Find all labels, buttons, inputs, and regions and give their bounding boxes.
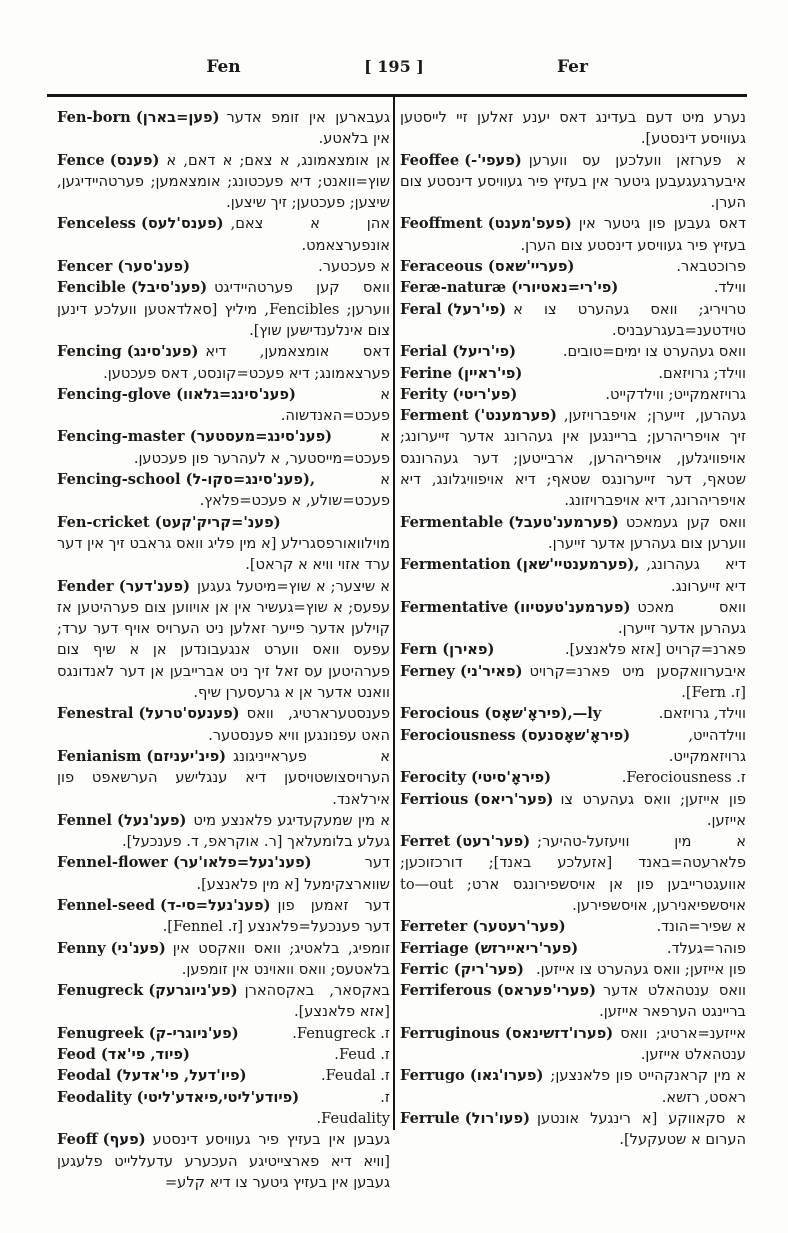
entry-definition: אן אומצאמונג, א צאם; א דאם, א שוץ=וואנט; דיא פעכטונג; אומצאמען; פערטהיידיגען, שיצען; פעכטען; זיך שיצען. [57,151,390,212]
entry-english-word: Fencible [57,279,126,297]
entry-english-word: Fennel-flower [57,854,168,872]
entry-headword-suffix: ,—ly [567,705,602,723]
entry-feod [57,1044,390,1065]
entry-definition: גרויזאמקייט; ווילדקייט. [605,385,746,403]
entry-headword [57,1044,190,1065]
entry-headword [57,384,296,405]
entry-definition: וואס קען פערטהיידיגט ווערען; Fencibles, מיליץ [סאלדאטען וועלכע דינען צום אינלענדישען שוץ]. [57,279,390,339]
entry-pronunciation: (פיראָ'שאָס) [484,705,568,723]
entry-pronunciation: (פעריי'שאס) [487,258,575,276]
entry-definition: א מין שמעקעדיגע פלאנצע מיט געלע בלומעלאך [ר. אוקראפ, ד. פענכעל]. [122,811,390,851]
running-head-left: Fen [206,57,241,77]
entry-fenianism [57,746,390,810]
entry-headword [400,980,596,1001]
entry-english-word: Feraceous [400,258,483,276]
entry-english-word: Fender [57,577,114,595]
entry-fen-cricket [57,512,390,576]
entry-english-word: Fenceless [57,215,136,233]
entry-pronunciation: (פענ'נעל=פלאו'ער) [172,854,312,872]
entry-pronunciation: (פענ'סינג) [126,343,199,361]
entry-fenugreck [57,980,390,1023]
entry-definition: וואס מאכט געהרען אדער זייערן. [618,598,746,638]
entry-english-word: Fermentative [400,598,509,616]
entry-pronunciation: (פיו'דעל, פי'אדעל) [115,1067,247,1085]
entry-pronunciation: (פענעס'טרעל) [138,705,240,723]
entry-definition: אייזענ=ארטיג; וואס ענטהאלט אייזען. [620,1024,746,1064]
entry-pronunciation: (פענ'סינג=גלאוו) [176,385,296,403]
entry-english-word: Fen-born [57,109,131,126]
entry-headword [400,554,639,575]
entry-definition: א שפיר=הונד. [656,918,746,936]
entry-english-word: Fenestral [57,705,134,723]
entry-ferruginous [400,1023,746,1066]
entry-ferocious [400,703,746,724]
entry-pronunciation: (פענ'סיבל) [131,279,208,297]
entry-english-word: Feoffee [400,151,460,169]
entry-english-word: Fenugreck [57,982,144,1000]
entry-definition: א פעכטער. [318,258,390,276]
entry-pronunciation: (פי'רעל) [446,300,507,318]
entry-definition: פארנ=קרויט [אזא פלאנצע]. [564,641,746,659]
entry-fermentation [400,554,746,597]
entry-definition: פוהר=געלד. [666,939,746,957]
entry-feoff [57,1129,390,1193]
entry-english-word: Fenianism [57,747,142,765]
running-head-right: Fer [557,57,588,77]
entry-fenceless [57,213,390,256]
entry-english-word: Fen-cricket [57,513,150,531]
entry-headword [57,938,166,959]
entry-definition: געהרען, זייערן; אויפברויזען, זיך אויפריהרען; בריינגען אין געהרונג אדער זייערונג; אויפוויגלען, אויפריהרען, ארבייטען; דער געהרונגס שטאף, דער זייערונגס שטאף; דיא אויפוויגלונג, דיא אויפריהרונג, דיא אויפברויזונג. [400,407,746,510]
entry-pronunciation: (פענ'ני) [110,939,166,957]
entry-fencing-glove [57,384,390,427]
left-column [57,107,390,1193]
entry-headword [400,213,572,234]
entry-headword [57,1129,146,1150]
entry-definition: וואס קען געמאכט ווערען צום געהרען אדער זייערן. [547,513,746,552]
entry-headword [57,277,207,298]
entry-english-word: Ferial [400,343,448,361]
entry-feral [400,299,746,342]
entry-headword [400,512,619,533]
entry-english-word: Ferruginous [400,1024,500,1042]
entry-headword [57,469,315,490]
right-column [400,107,746,1151]
entry-pronunciation: (פערו'דזשינאס) [504,1024,614,1042]
entry-pronunciation: (פענס'לעס) [140,215,224,233]
entry-pronunciation: (פערמענ'טעבל) [508,513,619,531]
entry-english-word: Ferret [400,833,451,851]
entry-headword [57,980,238,1001]
entry-feræ-naturæ [400,277,746,298]
entry-pronunciation: (פער'ריאס) [473,790,554,808]
entry-pronunciation: (פערמענטיי'שאן) [515,556,635,574]
entry-headword [57,512,281,533]
entry-headword [400,938,578,959]
entry-english-word: Ferney [400,662,455,680]
entry-english-word: Ferine [400,364,452,382]
entry-ferric [400,959,746,980]
entry-pronunciation: (פי'רי=נאטיורי) [511,279,619,297]
entry-headword-suffix: , [309,471,316,489]
entry-headword [400,1065,543,1086]
entry-english-word: Feodal [57,1067,111,1085]
entry-headword [400,277,618,298]
entry-fencible [57,277,390,341]
entry-definition: וואס געהערט צו ימים=טובים. [562,343,746,361]
entry-pronunciation: (פער'רעט) [455,833,531,851]
entry-english-word: Fenny [57,939,106,957]
entry-ferrious [400,789,746,832]
entry-pronunciation: (פיראָ'שאָסנעס) [520,726,631,744]
entry-definition: א שיצער; א שוץ=מיטעל געגען עפעס; א שוץ=געשיר אין אן אויווען צום פערהיטען אז קוילען אדער פייער זאלען ניט הערויס אויף דער ערד; עפעס וואס ווערט אנגעבונדען אן א שיף צום פערהיטען עס זאל זיך ניט אברייבען אן דער לאנדונגס וואנט אדער אן א גרעסערן שיף. [57,577,390,702]
entry-headword [400,767,551,788]
entry-headword [400,831,530,852]
entry-english-word: Fencing-school [57,471,181,489]
entry-english-word: Fencing-master [57,428,185,446]
entry-pronunciation: (פענ'נעל) [117,811,187,829]
entry-headword [57,810,186,831]
entry-fencing [57,341,390,384]
entry-pronunciation: (פאירן) [442,641,495,659]
entry-headword [400,725,630,746]
entry-english-word: Feræ-naturæ [400,279,507,297]
entry-english-word: Feral [400,300,442,318]
entry-fencer [57,256,390,277]
entry-feoffment [400,213,746,256]
entry-definition: דאס געבען פון גיטער אין בעזיץ פיר געוויסע דינסטע צום הערן. [520,215,746,254]
entry-fenestral [57,703,390,746]
entry-definition: געבארען אין זומפ אדער אין בלאטע. [226,109,390,148]
entry-fencing-master [57,426,390,469]
entry-headword [400,639,494,660]
entry-pronunciation: (פע'ריטי) [452,385,518,403]
entry-definition: ז. Ferociousness. [621,769,746,787]
entry-fern [400,639,746,660]
entry-english-word: Fenugreek [57,1024,144,1042]
entry-ferociousness [400,725,746,768]
entry-pronunciation: (פאיר'ני) [460,662,523,680]
entry-definition: ז. Feudality. [316,1088,390,1127]
entry-continuation [400,107,746,150]
entry-feodality [57,1087,390,1130]
entry-ferney [400,661,746,704]
entry-english-word: Ferriferous [400,982,492,1000]
entry-pronunciation: (פיראָ'סיטי) [471,769,552,787]
entry-headword [400,916,566,937]
entry-english-word: Fennel-seed [57,896,155,914]
entry-definition: טרויריג; וואס געהערט צו א טוידטענ=בעגרעבניס. [513,300,746,339]
entry-fenugreek [57,1023,390,1044]
entry-pronunciation: (פערו'גאו) [469,1067,544,1085]
entry-definition: א סקאווקע [א רינגעל אונטען הערום א שטעקעל]. [537,1109,746,1149]
entry-definition: דיא געהרונג, דיא זייערונג. [646,556,746,595]
entry-pronunciation: (פענ'סער) [117,258,191,276]
entry-pronunciation: (פעפ'מענט) [487,215,572,233]
entry-headword [57,213,224,234]
entry-english-word: Feoffment [400,215,483,233]
entry-english-word: Fennel [57,811,112,829]
entry-pronunciation: (פי'ריעל) [452,343,516,361]
entry-english-word: Ferment [400,407,469,425]
entry-ferret [400,831,746,916]
entry-pronunciation: (פענ'סינג=מעסטער) [189,428,333,446]
entry-definition: באקסאר, באקסהארן [אזא פלאנצע]. [244,982,390,1021]
entry-fenny [57,938,390,981]
entry-definition: ז. Fenugreck. [292,1024,390,1042]
entry-definition: א פעכט=שולע, א פעכט=פלאץ. [199,471,390,510]
entry-english-word: Ferociousness [400,726,516,744]
entry-ferriage [400,938,746,959]
entry-pronunciation: (פי'ראיין) [457,364,523,382]
entry-headword [400,1023,613,1044]
entry-feodal [57,1065,390,1086]
entry-ferity [400,384,746,405]
entry-headword [57,746,226,767]
entry-fennel-flower [57,852,390,895]
entry-pronunciation: (פיודע'ליטי,פיאדע'ליטי) [136,1088,300,1106]
entry-english-word: Feodality [57,1088,132,1106]
entry-english-word: Ferrious [400,790,469,808]
entry-pronunciation: (פעפי'-) [464,151,522,169]
entry-fence [57,150,390,214]
entry-fencing-school [57,469,390,512]
entry-headword [400,341,516,362]
entry-pronunciation: (פענ'דער) [118,577,191,595]
entry-headword [57,852,312,873]
entry-headword [400,299,506,320]
entry-pronunciation: (פיוד, פי'אד) [100,1046,190,1064]
entry-headword [400,150,522,171]
column-divider [393,94,395,1130]
entry-definition: ווילד. [713,279,746,297]
entry-headword [57,895,271,916]
entry-pronunciation: (פעו'רול) [464,1109,530,1127]
entry-english-word: Fence [57,151,105,169]
entry-definition: פענסטערארטיג, וואס האט עפנונגען וויא פענסטער. [208,705,390,744]
entry-definition: נערע מיט דעם בעדינג דאס יענע זאלען זיי לייסטען געוויסע דינסטע]. [400,109,746,148]
entry-headword [400,256,574,277]
entry-english-word: Ferrule [400,1109,460,1127]
entry-pronunciation: (פער'ריאיירזש) [473,939,579,957]
entry-headword [57,150,159,171]
entry-ferreter [400,916,746,937]
entry-english-word: Ferric [400,960,449,978]
entry-definition: פון אייזען; וואס געהערט צו אייזען. [560,790,746,829]
entry-pronunciation: (פערמענ'טעטיוו) [513,598,631,616]
entry-ferrugo [400,1065,746,1108]
entry-headword [57,703,240,724]
entry-pronunciation: (פער'ריק) [453,960,524,978]
entry-headword [57,576,190,597]
entry-english-word: Ferrugo [400,1067,465,1085]
entry-english-word: Feod [57,1046,96,1064]
entry-definition: וואס ענטהאלט אדער בריינגט הערפאר אייזען. [599,982,746,1021]
header-rule [47,94,747,97]
entry-ferrule [400,1108,746,1151]
entry-definition: א פעכט=האנדשוה. [280,385,390,425]
entry-definition: א פערזאן וועלכען עס ווערען איבערגעגעבען גיטער אין בעזיץ פיר געוויסע דינסטע צום הערן. [400,151,746,212]
entry-definition: פון אייזען; וואס געהערט צו אייזען. [535,960,746,978]
entry-pronunciation: (פערמענט') [473,407,557,425]
entry-pronunciation: (פע'ניוגרי-ק) [148,1024,239,1042]
entry-english-word: Fencing [57,343,122,361]
entry-headword [57,1023,239,1044]
entry-definition: אהן א צאם, אונפערצאמט. [230,215,390,254]
entry-fender [57,576,390,704]
entry-headword [400,384,517,405]
entry-definition: א פעראייניגונג הערויסצושטויסען דיא ענגלישע הערשאפט פון אירלאנד. [57,747,390,808]
entry-definition: ז. Feud. [334,1046,390,1064]
entry-english-word: Fencing-glove [57,385,172,403]
entry-pronunciation: (פענ'נעל=סי-ד) [160,896,271,914]
entry-ferine [400,363,746,384]
entry-fen-born [57,107,390,150]
entry-headword [400,789,553,810]
entry-definition: איבערוואקסען מיט פארנ=קרויט [ז. Fern]. [529,662,746,702]
entry-english-word: Ferocious [400,705,480,723]
entry-definition: דער שווארצקימעל [א מין פלאנצע]. [196,854,390,893]
entry-pronunciation: (פער'רעטער) [472,918,566,936]
entry-english-word: Fencer [57,258,113,276]
entry-definition: ווילד, גרויזאם. [658,705,746,723]
entry-english-word: Ferity [400,385,448,403]
entry-pronunciation: (פענ'סינג=סקו-ל) [185,471,310,489]
entry-english-word: Ferocity [400,769,466,787]
entry-ferriferous [400,980,746,1023]
entry-headword [400,597,630,618]
entry-pronunciation: (פערי'פעראס) [496,982,597,1000]
entry-pronunciation: (פינ'יעניזם) [146,747,227,765]
entry-fermentative [400,597,746,640]
entry-fennel-seed [57,895,390,938]
entry-headword [400,363,522,384]
entry-headword [400,959,524,980]
entry-definition: געבען אין בעזיץ פיר געוויסע דינסטע [וויא דיא פארצייטיגע העכערע עדעללייט פלעגען געבען אין בעזיץ גיטער צו דיא קלע= [57,1131,390,1191]
entry-fermentable [400,512,746,555]
entry-english-word: Fermentable [400,513,504,531]
entry-ferment [400,405,746,511]
entry-definition: זומפיג, בלאטיג; וואס וואקסט אין בלאטעס; וואס וואוינט אין זומפען. [172,939,390,978]
entry-english-word: Fern [400,641,438,659]
entry-english-word: Fermentation [400,556,511,574]
entry-headword [400,1108,530,1129]
entry-definition: א מין קראנקהייט פון פלאנצען; ראסט, רזשא. [550,1067,746,1106]
entry-definition: פרוכטבאר. [676,258,746,276]
entry-definition: א פעכט=מייסטער, א לעהרער פון פעכטען. [133,428,390,467]
entry-ferial [400,341,746,362]
entry-english-word: Ferriage [400,939,469,957]
page-number: [ 195 ] [364,57,424,76]
entry-headword [400,405,557,426]
entry-definition: ז. Feudal. [320,1067,390,1085]
entry-headword [400,661,523,682]
entry-headword [57,256,190,277]
entry-definition: ווילדהייט, גרויזאמקייט. [668,726,746,765]
entry-headword [57,107,220,128]
entry-english-word: Ferreter [400,918,468,936]
entry-definition: דער זאמען פון דער פענכעל=פלאנצע [ז. Fennel]. [162,896,390,936]
entry-english-word: Feoff [57,1131,98,1149]
entry-headword [57,1065,246,1086]
entry-headword-suffix: , [634,556,640,574]
entry-fennel [57,810,390,853]
entry-definition: דאס אומצאמען, דיא פערצאמונג; דיא פעכט=קונסט, דאס פעכטען. [103,343,390,382]
entry-definition: ווילד; גרויזאם. [658,364,746,382]
entry-headword [57,1087,299,1108]
entry-feoffee [400,150,746,214]
entry-headword [57,426,332,447]
entry-definition: א מין וויעזעל-טהיער; פלארעטה=באנד [אזעלכע באנד]; דורכזוכען; אוועגטרייבען פון אן אויסשפירונגס ארט; to—out אויסשפיאנירען, אויסשפירען. [400,833,746,914]
entry-definition: מוילוואורפסגרילע [א מין פליג וואס גראבט זיך אין דער ערד אזוי וויא א קראט]. [57,534,390,574]
entry-pronunciation: (פעף) [102,1131,146,1149]
entry-pronunciation: (פענ'=קריק'קעט) [154,513,281,531]
entry-pronunciation: (פענס) [109,151,160,169]
entry-pronunciation: (פען=בארן) [135,109,220,126]
entry-ferocity [400,767,746,788]
entry-pronunciation: (פע'ניוגרעק) [148,982,238,1000]
entry-headword [400,703,601,724]
entry-feraceous [400,256,746,277]
entry-headword [57,341,198,362]
